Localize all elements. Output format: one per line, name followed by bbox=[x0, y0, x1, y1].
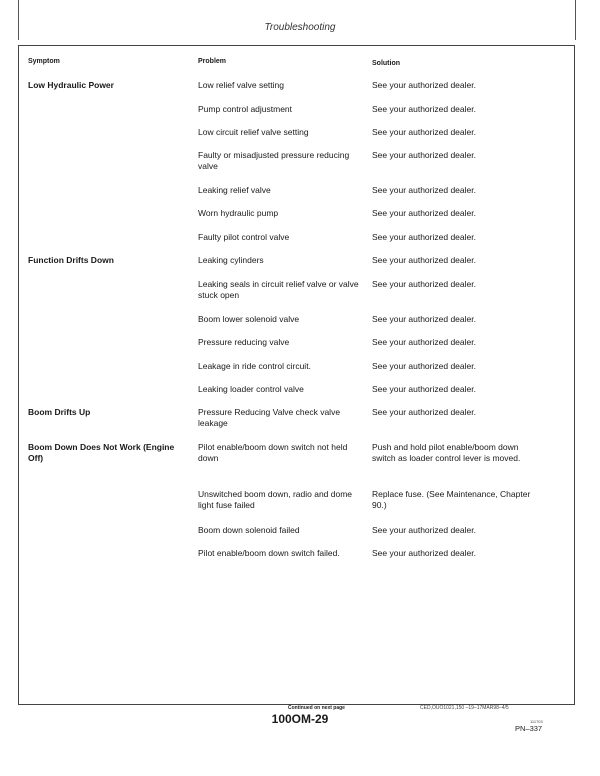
problem-cell: Low circuit relief valve setting bbox=[198, 127, 309, 137]
page-header-title: Troubleshooting bbox=[264, 22, 336, 33]
solution-cell: See your authorized dealer. bbox=[372, 337, 476, 347]
reference-code: CED,OUO1021,150 –19–17MAR98–4/5 bbox=[420, 705, 509, 711]
column-header-symptom: Symptom bbox=[28, 58, 60, 65]
continued-note: Continued on next page bbox=[288, 705, 345, 711]
solution-cell: See your authorized dealer. bbox=[372, 104, 476, 114]
solution-cell: Push and hold pilot enable/boom down switch as loader control lever is moved. bbox=[372, 442, 521, 463]
problem-cell: Pressure Reducing Valve check valve leakage bbox=[198, 407, 341, 428]
problem-cell: Pump control adjustment bbox=[198, 104, 293, 114]
side-code: 111703 bbox=[530, 719, 543, 724]
problem-cell: Faulty or misadjusted pressure reducing valve bbox=[198, 150, 350, 171]
solution-cell: See your authorized dealer. bbox=[372, 150, 476, 160]
solution-cell: See your authorized dealer. bbox=[372, 208, 476, 218]
problem-cell: Leaking seals in circuit relief valve or valve stuck open bbox=[198, 279, 359, 300]
left-margin-rule bbox=[18, 0, 19, 40]
solution-cell: See your authorized dealer. bbox=[372, 525, 476, 535]
solution-cell: See your authorized dealer. bbox=[372, 255, 476, 265]
problem-cell: Leaking cylinders bbox=[198, 255, 264, 265]
column-header-solution: Solution bbox=[372, 60, 400, 67]
problem-cell: Worn hydraulic pump bbox=[198, 208, 279, 218]
solution-cell: See your authorized dealer. bbox=[372, 407, 476, 417]
problem-cell: Pressure reducing valve bbox=[198, 337, 290, 347]
problem-cell: Leakage in ride control circuit. bbox=[198, 361, 311, 371]
solution-cell: See your authorized dealer. bbox=[372, 279, 476, 289]
problem-cell: Leaking loader control valve bbox=[198, 384, 304, 394]
problem-cell: Unswitched boom down, radio and dome light fuse failed bbox=[198, 489, 353, 510]
page-label: 100OM-29 bbox=[271, 712, 329, 726]
problem-cell: Leaking relief valve bbox=[198, 185, 271, 195]
right-margin-rule bbox=[575, 0, 576, 40]
problem-cell: Pilot enable/boom down switch failed. bbox=[198, 548, 340, 558]
page-number: PN–337 bbox=[515, 724, 543, 733]
solution-cell: See your authorized dealer. bbox=[372, 185, 476, 195]
solution-cell: See your authorized dealer. bbox=[372, 384, 476, 394]
symptom-cell: Low Hydraulic Power bbox=[28, 80, 114, 90]
solution-cell: See your authorized dealer. bbox=[372, 80, 476, 90]
column-header-problem: Problem bbox=[198, 58, 227, 65]
symptom-cell: Boom Down Does Not Work (Engine Off) bbox=[28, 442, 175, 463]
solution-cell: See your authorized dealer. bbox=[372, 314, 476, 324]
symptom-cell: Function Drifts Down bbox=[28, 255, 114, 265]
problem-cell: Low relief valve setting bbox=[198, 80, 284, 90]
solution-cell: See your authorized dealer. bbox=[372, 361, 476, 371]
problem-cell: Pilot enable/boom down switch not held down bbox=[198, 442, 348, 463]
solution-cell: See your authorized dealer. bbox=[372, 127, 476, 137]
solution-cell: See your authorized dealer. bbox=[372, 548, 476, 558]
solution-cell: See your authorized dealer. bbox=[372, 232, 476, 242]
symptom-cell: Boom Drifts Up bbox=[28, 407, 91, 417]
problem-cell: Faulty pilot control valve bbox=[198, 232, 290, 242]
content-frame bbox=[18, 45, 575, 705]
problem-cell: Boom down solenoid failed bbox=[198, 525, 300, 535]
problem-cell: Boom lower solenoid valve bbox=[198, 314, 300, 324]
solution-cell: Replace fuse. (See Maintenance, Chapter 90.) bbox=[372, 489, 531, 510]
